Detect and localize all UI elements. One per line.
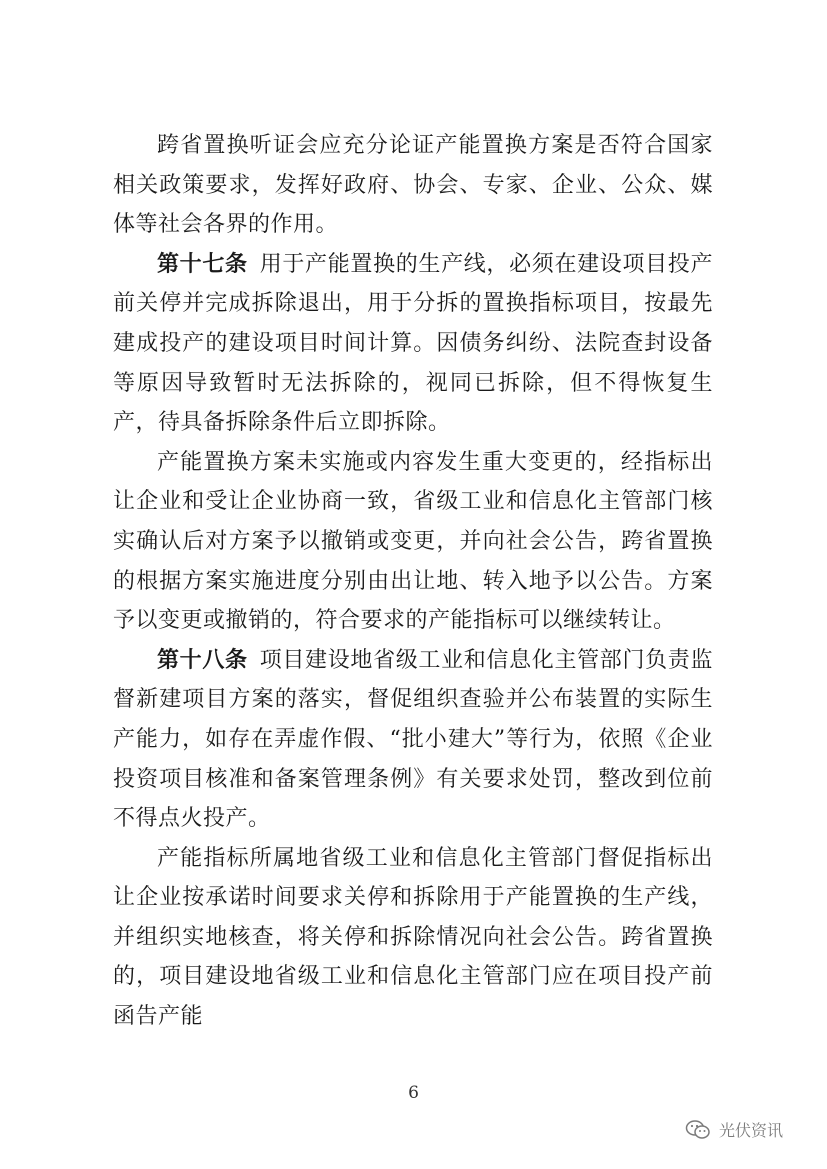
wechat-icon bbox=[685, 1119, 711, 1141]
paragraph-3 bbox=[113, 443, 713, 641]
article-18-heading: 第十八条 bbox=[157, 646, 248, 673]
paragraph-2-text: 用于产能置换的生产线，必须在建设项目投产前关停并完成拆除退出，用于分拆的置换指标项目，按最先建成投产的建设项目时间计算。因债务纠纷、法院查封设备等原因导致暂时无法拆除的，视同已拆除，但不得恢复生产，待具备拆除条件后立即拆除。 bbox=[113, 251, 713, 436]
watermark-label: 光伏资讯 bbox=[719, 1121, 784, 1140]
paragraph-5 bbox=[113, 839, 713, 1037]
page-number: 6 bbox=[408, 1083, 419, 1103]
article-17-heading: 第十七条 bbox=[157, 250, 248, 277]
paragraph-2 bbox=[113, 245, 713, 443]
paragraph-3-text: 产能置换方案未实施或内容发生重大变更的，经指标出让企业和受让企业协商一致，省级工业和信息化主管部门核实确认后对方案予以撤销或变更，并向社会公告，跨省置换的根据方案实施进度分别由出让地、转入地予以公告。方案予以变更或撤销的，符合要求的产能指标可以继续转让。 bbox=[113, 449, 713, 634]
watermark bbox=[685, 1118, 783, 1141]
document-body bbox=[113, 126, 713, 1037]
paragraph-5-text: 产能指标所属地省级工业和信息化主管部门督促指标出让企业按承诺时间要求关停和拆除用于产能置换的生产线，并组织实地核查，将关停和拆除情况向社会公告。跨省置换的，项目建设地省级工业和信息化主管部门应在项目投产前函告产能 bbox=[113, 845, 713, 1030]
paragraph-1 bbox=[113, 126, 713, 245]
paragraph-4 bbox=[113, 641, 713, 839]
paragraph-4-text: 项目建设地省级工业和信息化主管部门负责监督新建项目方案的落实，督促组织查验并公布装置的实际生产能力，如存在弄虚作假、“批小建大”等行为，依照《企业投资项目核准和备案管理条例》有关要求处罚，整改到位前不得点火投产。 bbox=[113, 647, 713, 832]
paragraph-1-text: 跨省置换听证会应充分论证产能置换方案是否符合国家相关政策要求，发挥好政府、协会、专家、企业、公众、媒体等社会各界的作用。 bbox=[113, 133, 713, 238]
